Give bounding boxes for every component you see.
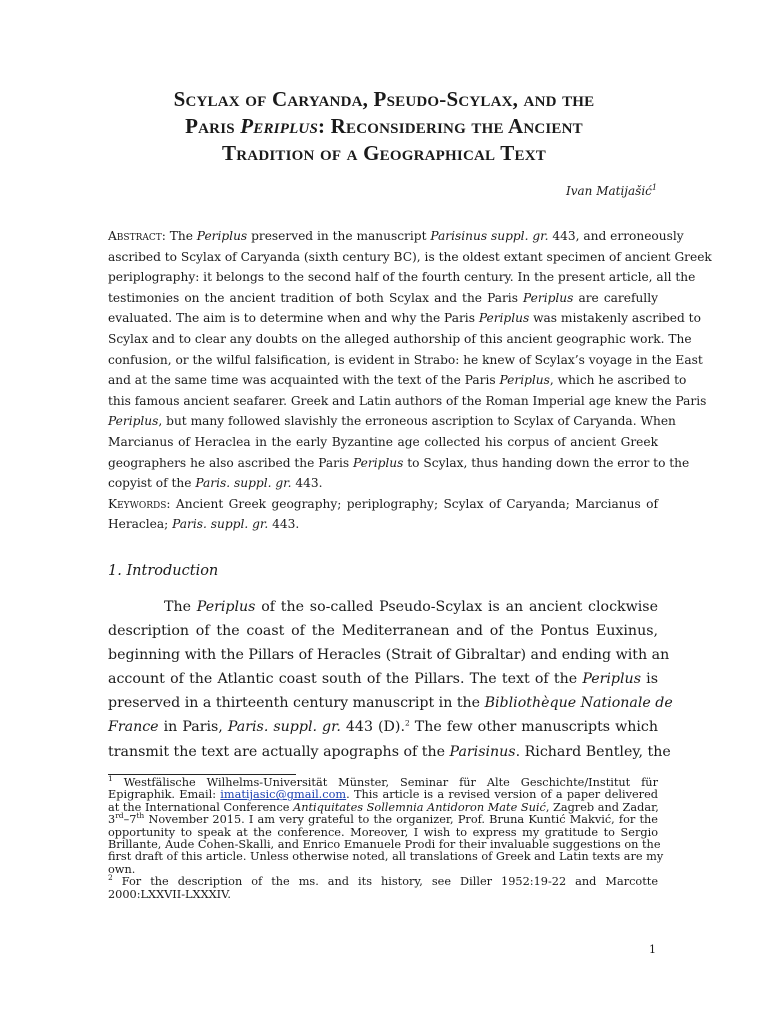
abstract-line: copyist of the Paris. suppl. gr. 443. <box>108 476 323 491</box>
abstract-label: Abstract <box>108 229 162 243</box>
body-text <box>108 595 673 764</box>
footnote-1-line: Epigraphik. Email: imatijasic@gmail.com. This article is a revised version of a paper delivered <box>108 788 658 802</box>
title-line-2: Paris Periplus: Reconsidering the Ancient <box>185 114 583 138</box>
keywords-line: Keywords: Ancient Greek geography; periplography; Scylax of Caryanda; Marcianus of <box>108 496 658 511</box>
abstract-line: Abstract: The Periplus preserved in the manuscript Parisinus suppl. gr. 443, and erroneously <box>108 229 684 243</box>
footnote-1-line: 3rd–7th November 2015. I am very grateful to the organizer, Prof. Bruna Kuntić Makvić, for the <box>108 811 658 827</box>
email-link[interactable]: imatijasic@gmail.com <box>220 788 347 802</box>
abstract-line: periplography: it belongs to the second half of the fourth century. In the present article, all the <box>108 270 696 285</box>
footnote-1-line: at the International Conference Antiquitates Sollemnia Antidoron Mate Suić, Zagreb and Zadar, <box>108 800 659 814</box>
abstract-line: testimonies on the ancient tradition of both Scylax and the Paris Periplus are carefully <box>108 290 658 305</box>
abstract-line: Scylax and to clear any doubts on the alleged authorship of this ancient geographic work. The <box>108 331 692 346</box>
abstract-line: Marcianus of Heraclea in the early Byzantine age collected his corpus of ancient Greek <box>108 434 658 449</box>
abstract-line: and at the same time was acquainted with the text of the Paris Periplus, which he ascribed to <box>108 373 687 388</box>
keywords-label: Keywords <box>108 496 167 511</box>
footnote-mark: 2 <box>404 718 410 728</box>
page-number: 1 <box>649 943 656 956</box>
abstract-line: Periplus, but many followed slavishly the erroneous ascription to Scylax of Caryanda. When <box>108 414 676 429</box>
body-line: preserved in a thirteenth century manuscript in the Bibliothèque Nationale de <box>108 695 673 712</box>
title-line-3: Tradition of a Geographical Text <box>222 141 546 165</box>
author-name: Ivan Matijašić$^1$ <box>565 183 657 198</box>
abstract-line: this famous ancient seafarer. Greek and Latin authors of the Roman Imperial age knew the Paris <box>108 393 707 408</box>
abstract-line: evaluated. The aim is to determine when and why the Paris Periplus was mistakenly ascribed to <box>108 311 701 326</box>
footnote-1-line: first draft of this article. Unless otherwise noted, all translations of Greek and Latin texts are my <box>108 850 664 864</box>
title-line-1: Scylax of Caryanda, Pseudo-Scylax, and the <box>173 87 595 111</box>
footnote-2-line: $^2$ For the description of the ms. and its history, see Diller 1952:19-22 and Marcotte <box>108 873 658 889</box>
body-line: France in Paris, Paris. suppl. gr. 443 (D).$^2$ The few other manuscripts which <box>108 718 659 736</box>
footnotes <box>108 774 664 901</box>
abstract <box>108 226 712 535</box>
footnote-separator <box>108 774 296 775</box>
body-line: beginning with the Pillars of Heracles (Strait of Gibraltar) and ending with an <box>108 647 670 664</box>
body-line: account of the Atlantic coast south of the Pillars. The text of the Periplus is <box>108 671 659 688</box>
footnote-mark: 1 <box>651 183 657 192</box>
keywords-line: Heraclea; Paris. suppl. gr. 443. <box>108 517 300 532</box>
footnote-1-line: own. <box>108 862 136 876</box>
abstract-line: confusion, or the wilful falsification, is evident in Strabo: he knew of Scylax’s voyage in the East <box>108 352 703 367</box>
section-heading: 1. Introduction <box>108 563 219 579</box>
footnote-1-line: opportunity to speak at the conference. Moreover, I wish to express my gratitude to Sergio <box>108 825 658 839</box>
body-line: The Periplus of the so-called Pseudo-Scylax is an ancient clockwise <box>164 599 658 615</box>
body-line: transmit the text are actually apographs of the Parisinus. Richard Bentley, the <box>108 743 671 760</box>
footnote-1-line: Brillante, Aude Cohen-Skalli, and Enrico Emanuele Prodi for their invaluable suggestions on the <box>108 838 661 852</box>
article-title <box>60 86 708 167</box>
abstract-line: ascribed to Scylax of Caryanda (sixth century BC), is the oldest extant specimen of ancient Greek <box>108 249 712 264</box>
footnote-2-line: 2000:LXXVII-LXXXIV. <box>108 887 231 901</box>
abstract-line: geographers he also ascribed the Paris Periplus to Scylax, thus handing down the error to the <box>108 455 690 470</box>
body-line: description of the coast of the Mediterranean and of the Pontus Euxinus, <box>108 623 658 640</box>
footnote-1-line: $^1$ Westfälische Wilhelms-Universität Münster, Seminar für Alte Geschichte/Institut für <box>108 774 658 789</box>
